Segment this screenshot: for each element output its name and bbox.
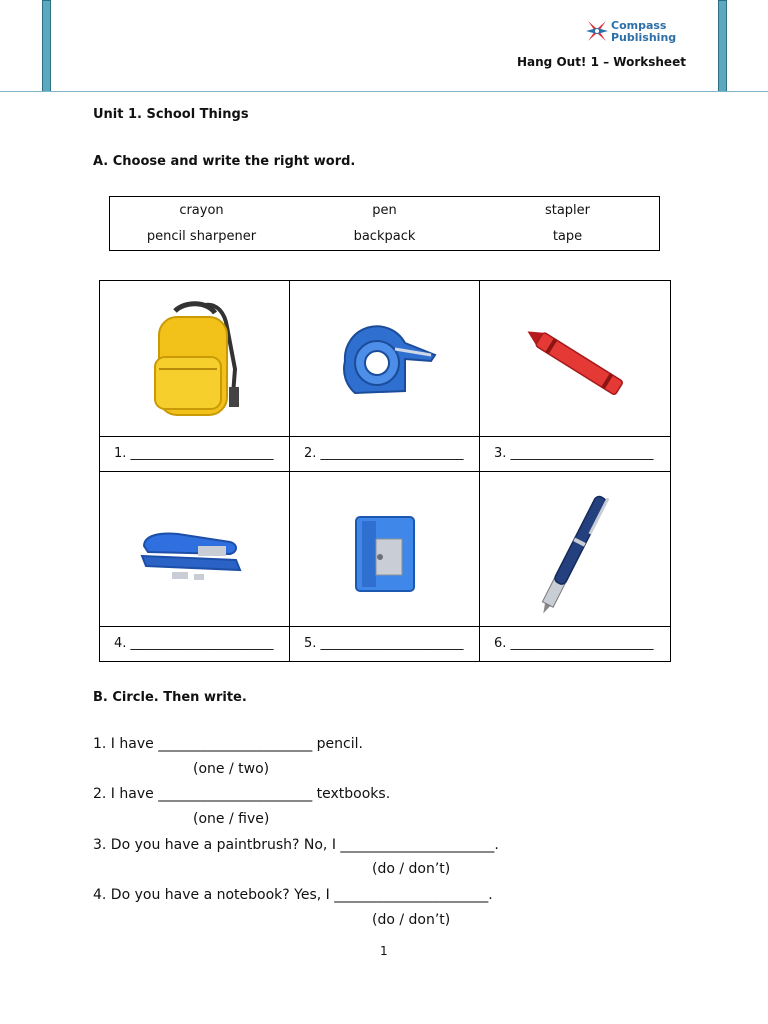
logo-line-1: Compass [611, 19, 667, 32]
pen-picture [530, 481, 620, 621]
word-bank-item: pencil sharpener [146, 229, 257, 245]
word-bank [109, 196, 660, 251]
section-a-title: A. Choose and write the right word. [93, 154, 356, 169]
question-4-options[interactable]: (do / don’t) [372, 912, 451, 928]
page-number: 1 [380, 944, 388, 958]
question-2[interactable]: 2. I have ______________________ textbooks. [93, 786, 391, 802]
pencil-sharpener-picture [350, 511, 420, 596]
compass-star-icon [584, 18, 610, 44]
word-bank-item: tape [552, 229, 583, 245]
compass-publishing-logo [584, 18, 677, 48]
question-2-options[interactable]: (one / five) [193, 811, 270, 827]
logo-line-2: Publishing [611, 31, 677, 44]
backpack-picture [145, 299, 245, 419]
document-title: Hang Out! 1 – Worksheet [517, 55, 686, 69]
word-bank-item: crayon [179, 202, 224, 218]
answer-line-1[interactable]: 1. ______________________ [114, 446, 274, 461]
answer-line-3[interactable]: 3. ______________________ [494, 446, 654, 461]
answer-line-5[interactable]: 5. ______________________ [304, 636, 464, 651]
stapler-picture [138, 516, 248, 591]
header-divider [0, 91, 768, 92]
unit-title: Unit 1. School Things [93, 107, 249, 122]
word-bank-item: backpack [353, 229, 416, 245]
answer-line-2[interactable]: 2. ______________________ [304, 446, 464, 461]
answer-line-6[interactable]: 6. ______________________ [494, 636, 654, 651]
question-3-options[interactable]: (do / don’t) [372, 861, 451, 877]
picture-grid [99, 280, 671, 662]
section-b-title: B. Circle. Then write. [93, 690, 247, 705]
question-1[interactable]: 1. I have ______________________ pencil. [93, 736, 363, 752]
question-1-options[interactable]: (one / two) [193, 761, 270, 777]
crayon-picture [515, 316, 635, 406]
question-4[interactable]: 4. Do you have a notebook? Yes, I ______________________. [93, 887, 493, 903]
tape-dispenser-picture [335, 321, 440, 401]
left-header-bar [42, 0, 51, 92]
word-bank-item: stapler [544, 202, 591, 218]
word-bank-item: pen [372, 202, 397, 218]
right-header-bar [718, 0, 727, 92]
question-3[interactable]: 3. Do you have a paintbrush? No, I ______________________. [93, 837, 499, 853]
answer-line-4[interactable]: 4. ______________________ [114, 636, 274, 651]
